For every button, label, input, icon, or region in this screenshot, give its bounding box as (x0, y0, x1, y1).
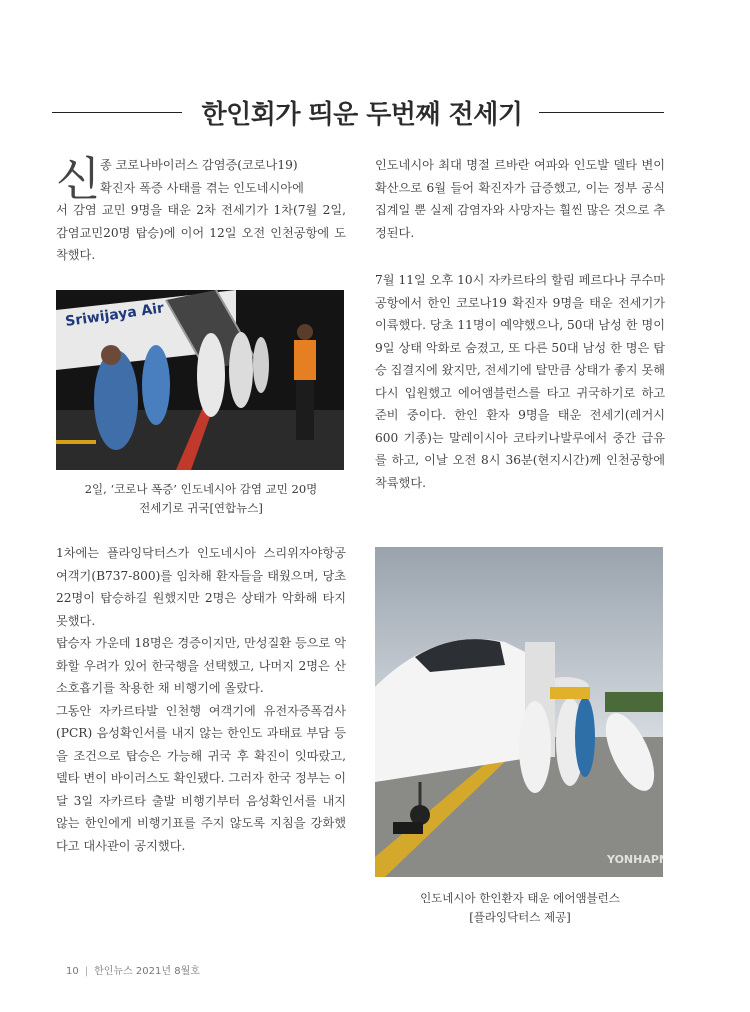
publication-name: 한인뉴스 2021년 8월호 (94, 966, 200, 977)
photo-boarding-airliner (56, 290, 344, 470)
paragraph-passengers: 탑승자 가운데 18명은 경증이지만, 만성질환 등으로 악화할 우려가 있어 한국행을 선택했고, 나머지 2명은 산소호흡기를 착용한 채 비행기에 올랐다. (56, 636, 346, 695)
photo-boarding-illustration (56, 290, 344, 470)
title-rule-left (52, 112, 182, 113)
photo2-caption (375, 889, 665, 927)
drop-cap: 신 (56, 152, 101, 206)
photo1-caption (56, 480, 346, 518)
title-rule-right (539, 112, 664, 113)
photo1-caption-line1: 2일, ‘코로나 폭증’ 인도네시아 감염 교민 20명 (84, 482, 318, 496)
photo2-caption-line2: [플라잉닥터스 제공] (469, 910, 571, 924)
photo2-caption-line1: 인도네시아 한인환자 태운 에어앰블런스 (420, 891, 620, 905)
photo-air-ambulance (375, 547, 696, 877)
page-footer (66, 962, 200, 977)
intro-rest: 서 감염 교민 9명을 태운 2차 전세기가 1차(7월 2일, 감염교민20명 탑승)에 이어 12일 오전 인천공항에 도착했다. (56, 203, 346, 262)
intro-line-2: 확진자 폭증 사태를 겪는 인도네시아에 (100, 180, 304, 195)
page-number: 10 (66, 966, 79, 977)
right-paragraph-flight-details: 7월 11일 오후 10시 자카르타의 할림 페르다나 쿠수마 공항에서 한인 코로나19 확진자 9명을 태운 전세기가 이륙했다. 당초 11명이 예약했으나, 50대 남성 한 명이 9일 상태 악화로 숨졌고, 또 다른 50대 남성 한 명은 탑승 집결지에 왔지만, 전세기에 탈만큼 상태가 좋지 못해 다시 입원했고 에어앰블런스를 타고 귀국하기로 하고 준비 중이다. 한인 환자 9명을 태운 전세기(레거시 600 기종)는 말레이시아 코타키나발루에서 중간 급유를 하고, 이날 오전 8시 36분(현지시간)께 인천공항에 착륙했다. (375, 273, 666, 490)
footer-separator: | (84, 966, 89, 977)
title-row (52, 92, 664, 132)
air-ambulance-illustration (375, 547, 696, 877)
photo1-caption-line2: 전세기로 귀국[연합뉴스] (139, 501, 263, 515)
airline-lettering: Sriwijaya Air (64, 300, 165, 330)
article-title: 한인회가 띄운 두번째 전세기 (201, 100, 523, 130)
paragraph-pcr-policy: 그동안 자카르타발 인천행 여객기에 유전자증폭검사(PCR) 음성확인서를 내지 않는 한인도 과태료 부담 등을 조건으로 탑승은 가능해 귀국 후 확진이 잇따랐고, 델타 변이 바이러스도 확인됐다. 그러자 한국 정부는 이달 3일 자카르타 출발 비행기부터 음성확인서를 내지 않는 한인에게 비행기표를 주지 않도록 지침을 강화했다고 대사관이 공지했다. (56, 703, 347, 853)
right-paragraph-situation: 인도네시아 최대 명절 르바란 여파와 인도발 델타 변이 확산으로 6월 들어 확진자가 급증했고, 이는 정부 공식 집계일 뿐 실제 감염자와 사망자는 훨씬 많은 것으로 추정된다. (375, 158, 666, 240)
yonhap-watermark: YONHAPNEWS (607, 853, 696, 866)
left-column-body (56, 542, 346, 857)
intro-paragraph (56, 154, 346, 267)
paragraph-first-flight: 1차에는 플라잉닥터스가 인도네시아 스리위자야항공 여객기(B737-800)를 임차해 환자들을 태웠으며, 당초 22명이 탑승하길 원했지만 2명은 상태가 악화해 타지 못했다. (56, 546, 346, 628)
intro-line-1: 종 코로나바이러스 감염증(코로나19) (100, 158, 298, 172)
